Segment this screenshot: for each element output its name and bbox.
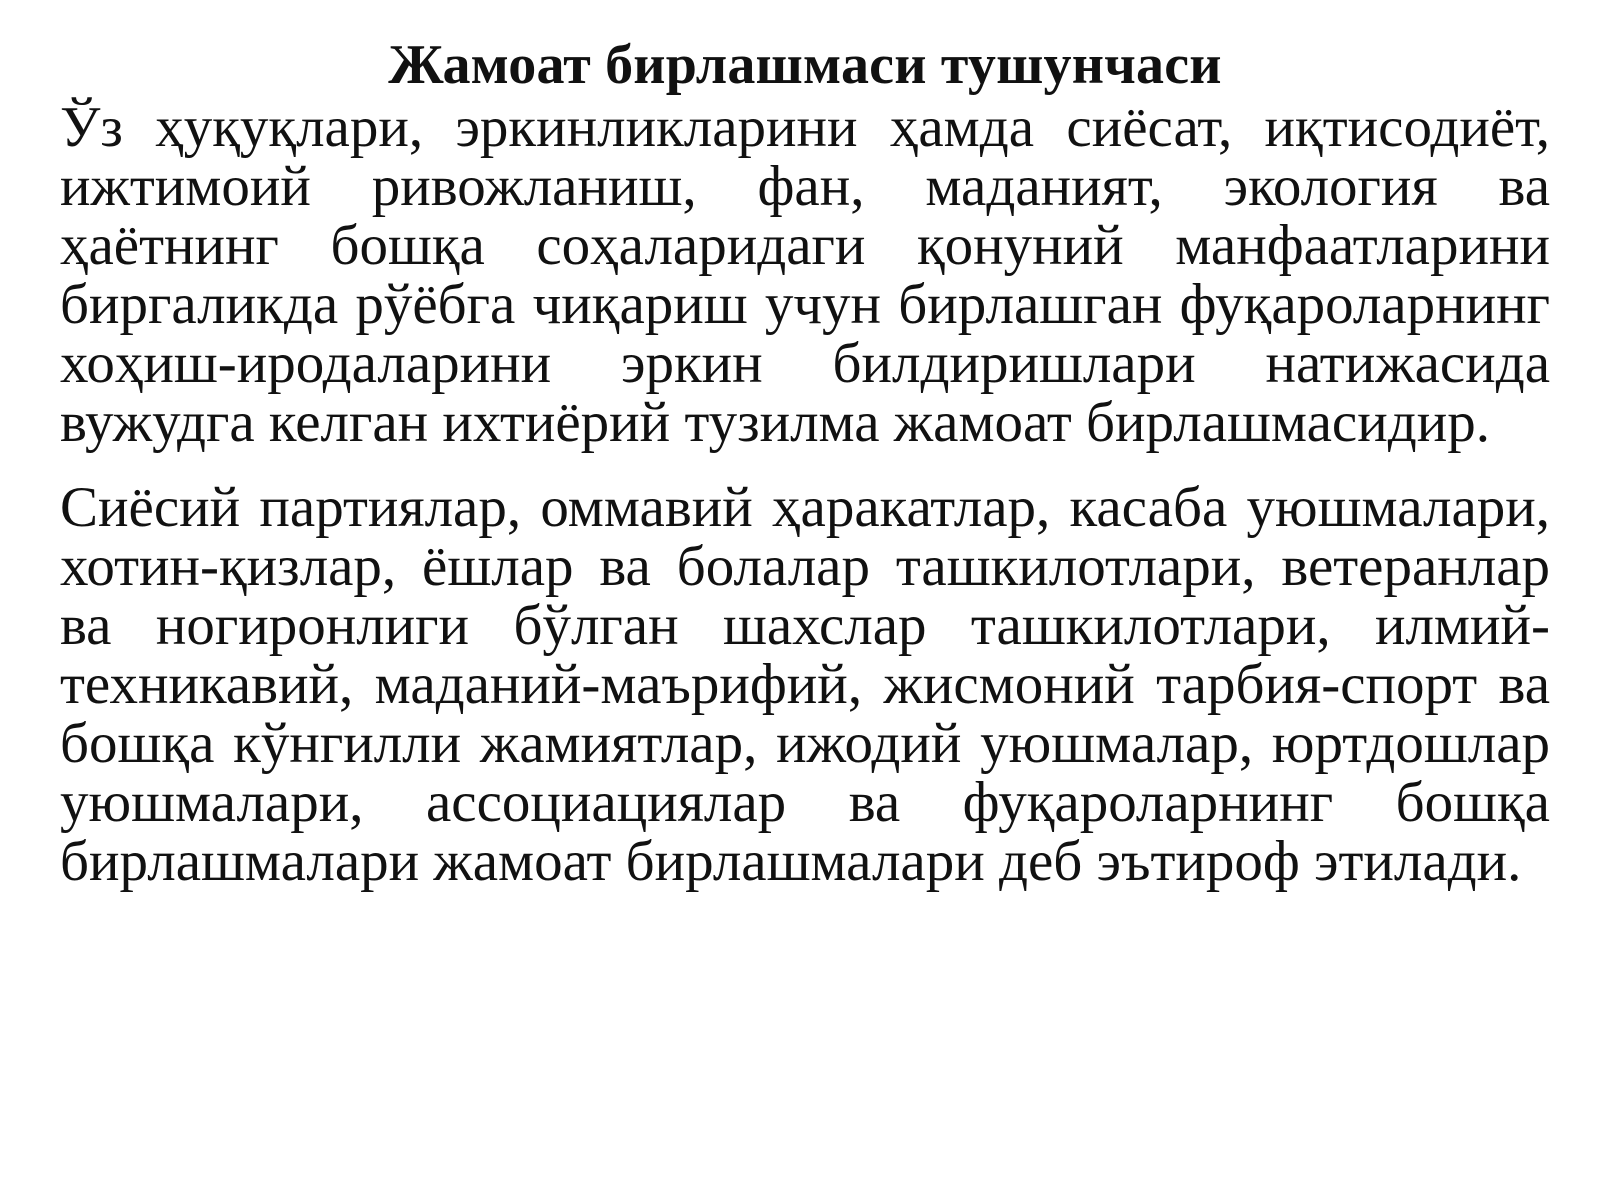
page-title: Жамоат бирлашмаси тушунчаси: [388, 34, 1222, 96]
paragraph-definition: Ўз ҳуқуқлари, эркинликларини ҳамда сиёсат, иқтисодиёт, ижтимоий ривожланиш, фан, маданият, экология ва ҳаётнинг бошқа соҳаларидаги қонуний манфаатларини биргаликда рўёбга чиқариш учун бирлашган фуқароларнинг хоҳиш-иродаларини эркин билдиришлари натижасида вужудга келган ихтиёрий тузилма жамоат бирлашмасидир.: [60, 96, 1550, 454]
paragraph-examples: Сиёсий партиялар, оммавий ҳаракатлар, касаба уюшмалари, хотин-қизлар, ёшлар ва болалар ташкилотлари, ветеранлар ва ногиронлиги бўлган шахслар ташкилотлари, илмий-техникавий, маданий-маърифий, жисмоний тарбия-спорт ва бошқа кўнгилли жамиятлар, ижодий уюшмалар, юртдошлар уюшмалари, ассоциациялар ва фуқароларнинг бошқа бирлашмалари жамоат бирлашмалари деб эътироф этилади.: [60, 476, 1550, 893]
